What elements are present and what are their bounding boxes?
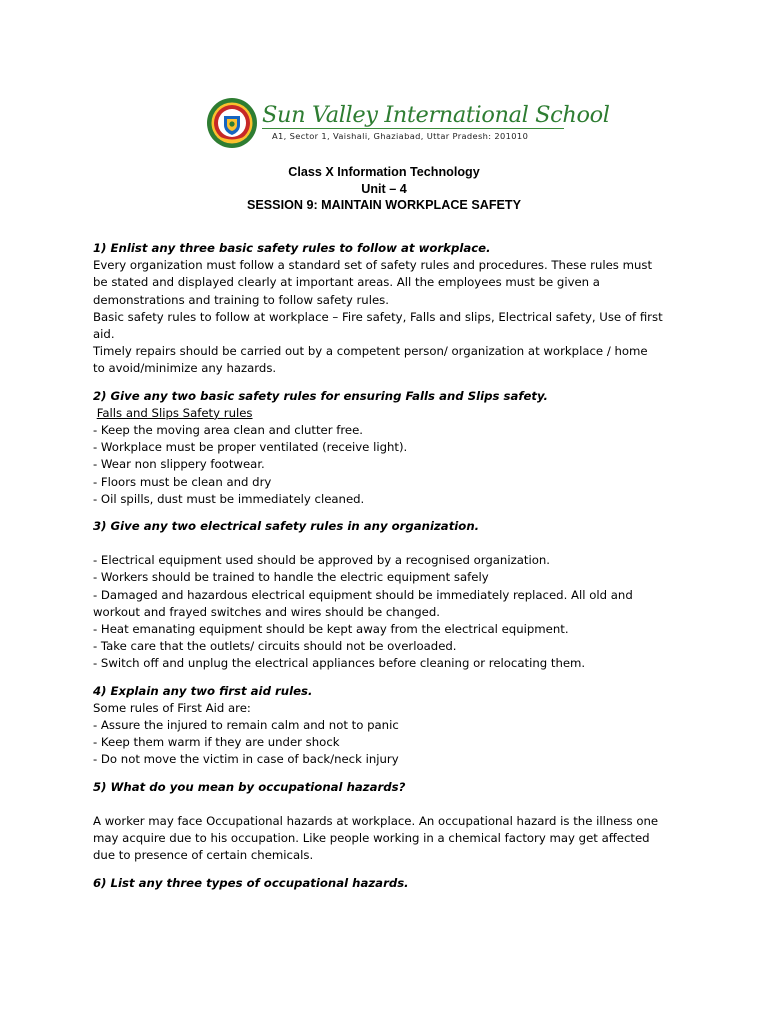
- subheading: [93, 405, 683, 422]
- answer-line: demonstrations and training to follow safety rules.: [93, 292, 389, 307]
- question-2: 2) Give any two basic safety rules for ensuring Falls and Slips safety.: [93, 388, 548, 403]
- document-title-unit: Unit – 4: [361, 182, 407, 196]
- school-logo: [206, 97, 610, 149]
- answer-line: - Keep them warm if they are under shock: [93, 735, 340, 750]
- school-name: Sun Valley International School: [262, 102, 610, 128]
- answer-line: - Switch off and unplug the electrical appliances before cleaning or relocating them.: [93, 656, 586, 671]
- answer-line: - Heat emanating equipment should be kept away from the electrical equipment.: [93, 622, 569, 637]
- answer-line: - Damaged and hazardous electrical equipment should be immediately replaced. All old and: [93, 587, 633, 602]
- question-5: 5) What do you mean by occupational hazards?: [93, 779, 406, 794]
- question-1: 1) Enlist any three basic safety rules to follow at workplace.: [93, 241, 491, 255]
- subheading-text: Falls and Slips Safety rules: [96, 405, 253, 420]
- answer-line: Timely repairs should be carried out by a competent person/ organization at workplace / home: [93, 344, 648, 359]
- answer-line: workout and frayed switches and wires should be changed.: [93, 604, 441, 619]
- answer-line: Some rules of First Aid are:: [93, 700, 251, 715]
- answer-line: - Workplace must be proper ventilated (receive light).: [93, 440, 408, 455]
- answer-line: - Oil spills, dust must be immediately cleaned.: [93, 491, 365, 506]
- answer-line: - Workers should be trained to handle the electric equipment safely: [93, 570, 489, 585]
- document-body: [93, 240, 683, 892]
- answer-line: - Keep the moving area clean and clutter free.: [93, 423, 364, 438]
- document-title-session: SESSION 9: MAINTAIN WORKPLACE SAFETY: [246, 198, 522, 212]
- answer-line: - Assure the injured to remain calm and not to panic: [93, 718, 399, 733]
- question-3: 3) Give any two electrical safety rules in any organization.: [93, 519, 480, 534]
- answer-line: Basic safety rules to follow at workplace – Fire safety, Falls and slips, Electrical safety, Use of first: [93, 309, 663, 324]
- document-title-class: Class X Information Technology: [288, 165, 480, 179]
- question-6: 6) List any three types of occupational hazards.: [93, 875, 409, 890]
- answer-line: - Do not move the victim in case of back/neck injury: [93, 752, 399, 767]
- school-name-underline: [262, 128, 564, 129]
- school-address: A1, Sector 1, Vaishali, Ghaziabad, Uttar Pradesh: 201010: [272, 131, 529, 141]
- answer-line: - Wear non slippery footwear.: [93, 457, 265, 472]
- answer-line: - Take care that the outlets/ circuits should not be overloaded.: [93, 639, 457, 654]
- school-seal-icon: [206, 97, 258, 149]
- answer-line: - Electrical equipment used should be approved by a recognised organization.: [93, 553, 550, 568]
- answer-line: aid.: [93, 327, 115, 342]
- answer-line: Every organization must follow a standard set of safety rules and procedures. These rules must: [93, 258, 653, 273]
- answer-line: be stated and displayed clearly at important areas. All the employees must be given a: [93, 275, 600, 290]
- answer-line: A worker may face Occupational hazards at workplace. An occupational hazard is the illness one: [93, 813, 659, 828]
- answer-line: to avoid/minimize any hazards.: [93, 361, 277, 376]
- question-4: 4) Explain any two first aid rules.: [93, 683, 313, 698]
- answer-line: may acquire due to his occupation. Like people working in a chemical factory may get affected: [93, 831, 650, 846]
- answer-line: due to presence of certain chemicals.: [93, 848, 314, 863]
- answer-line: - Floors must be clean and dry: [93, 474, 272, 489]
